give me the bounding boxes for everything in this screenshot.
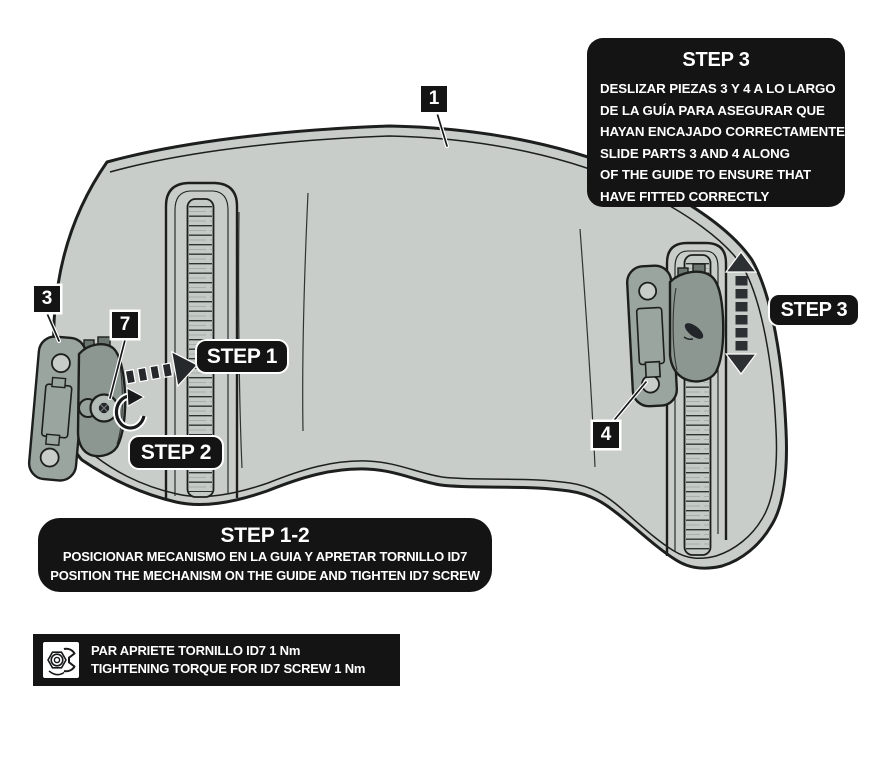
step3-box-line: DE LA GUÍA PARA ASEGURAR QUE [600, 102, 825, 118]
left-plate-hole-bottom [40, 448, 60, 468]
part-label-1: 1 [421, 86, 447, 112]
step3-box-line: HAVE FITTED CORRECTLY [600, 188, 770, 204]
step12-box-line: POSITION THE MECHANISM ON THE GUIDE AND TIGHTEN ID7 SCREW [50, 567, 480, 583]
step12-box-line: POSICIONAR MECANISMO EN LA GUIA Y APRETAR TORNILLO ID7 [62, 549, 468, 564]
right-plate-hole-top [639, 282, 657, 300]
step3-box-line: DESLIZAR PIEZAS 3 Y 4 A LO LARGO [600, 81, 836, 96]
torque-info-box [33, 634, 400, 686]
wrench-icon [43, 642, 79, 678]
step3-box-title: STEP 3 [682, 49, 750, 71]
left-plate-hole-top [51, 353, 71, 373]
step3-box-line: OF THE GUIDE TO ENSURE THAT [600, 167, 812, 183]
step1-pill: STEP 1 [197, 341, 287, 372]
part-label-7: 7 [112, 312, 138, 338]
right-plate-tab [645, 362, 660, 378]
step3-box-line: HAYAN ENCAJADO CORRECTAMENTE. [600, 124, 849, 140]
part-label-4: 4 [593, 422, 619, 448]
step3-pill: STEP 3 [770, 295, 858, 325]
part-label-3: 3 [34, 286, 60, 312]
step2-pill: STEP 2 [130, 437, 222, 468]
torque-line-es: PAR APRIETE TORNILLO ID7 1 Nm [91, 643, 301, 658]
torque-line-en: TIGHTENING TORQUE FOR ID7 SCREW 1 Nm [91, 661, 366, 676]
step3-box-line: SLIDE PARTS 3 AND 4 ALONG [600, 145, 790, 161]
step12-box-title: STEP 1-2 [220, 524, 310, 547]
right-clamp [670, 272, 723, 382]
step3-instruction-box [587, 38, 849, 207]
step12-instruction-box [38, 518, 492, 592]
